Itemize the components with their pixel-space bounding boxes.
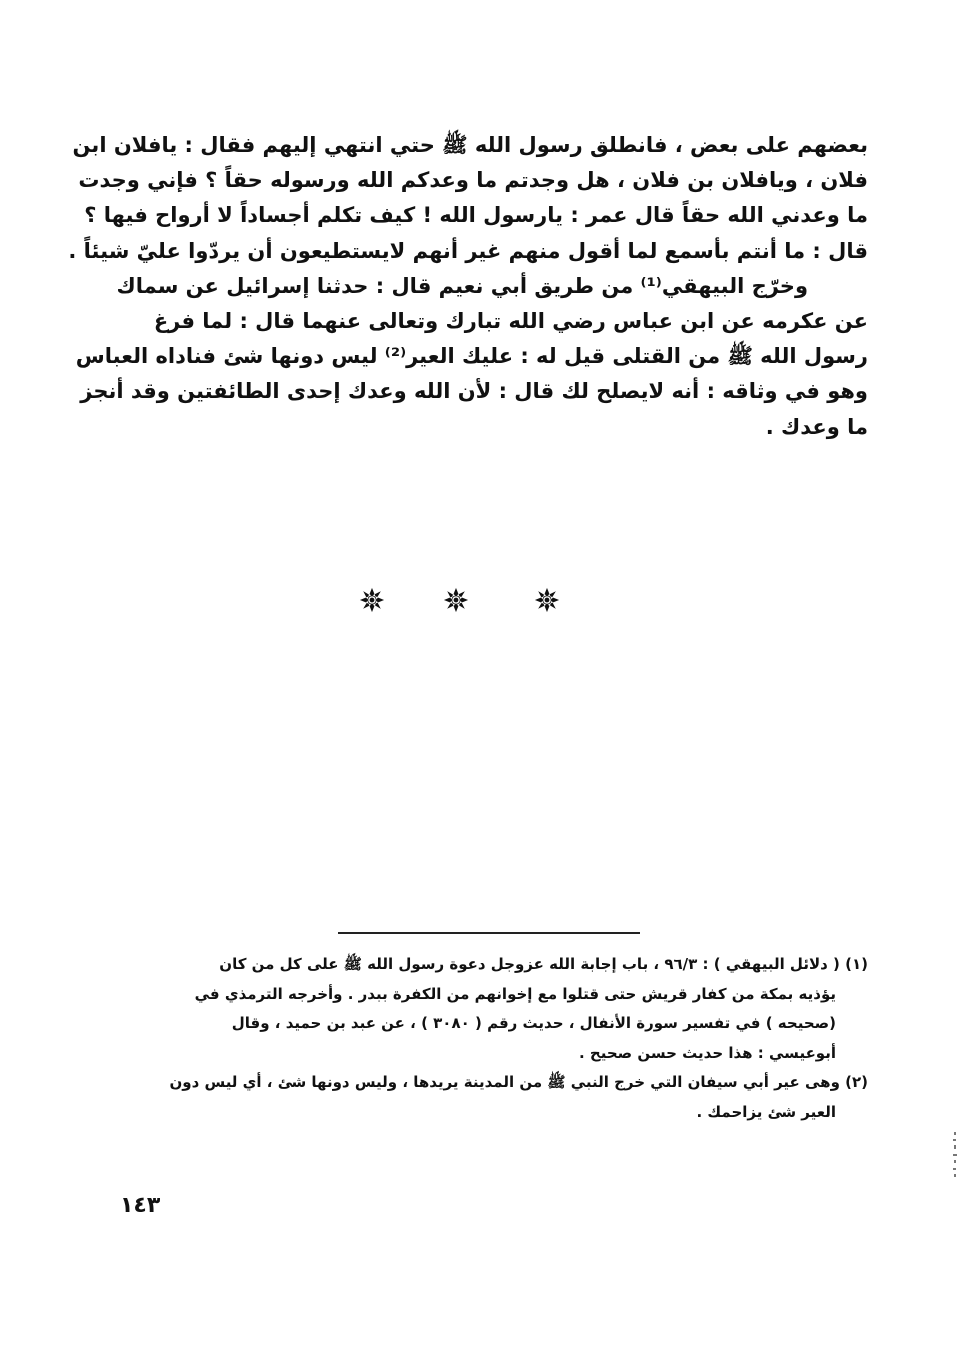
- rosette-ornament-icon: [535, 588, 559, 612]
- footnote-line: (صحيحه ) في تفسير سورة الأنفال ، حديث رقم ( ٣٠٨٠ ) ، عن عبد بن حميد ، وقال: [231, 1014, 836, 1032]
- body-line: عن عكرمه عن ابن عباس رضي الله تبارك وتعالى عنهما قال : لما فرغ: [153, 308, 868, 333]
- body-text: [68, 128, 868, 445]
- footnote-line: (١) ( دلائل البيهقي ) : ٩٦/٣ ، باب إجابة الله عزوجل دعوة رسول الله ﷺ على كل من كان: [219, 955, 868, 973]
- scan-margin-mark: [952, 1130, 958, 1180]
- page-number: ١٤٣: [120, 1193, 161, 1218]
- body-line: وهو في وثاقه : أنه لايصلح لك قال : لأن الله وعدك إحدى الطائفتين وقد أنجز: [80, 379, 868, 404]
- body-line: فلان ، ويافلان بن فلان ، هل وجدتم ما وعدكم الله ورسوله حقاً ؟ فإني وجدت: [78, 168, 868, 193]
- rosette-ornament-icon: [444, 588, 468, 612]
- footnote-separator: [338, 932, 640, 934]
- footnote-line: أبوعيسي : هذا حديث حسن صحيح .: [578, 1043, 836, 1062]
- body-line: وخرّج البيهقي⁽¹⁾ من طريق أبي نعيم قال : حدثنا إسرائيل عن سماك: [116, 273, 808, 298]
- body-line: قال : ما أنتم بأسمع لما أقول منهم غير أنهم لايستطيعون أن يردّوا عليّ شيئاً .: [68, 238, 868, 263]
- body-line: ما وعدني الله حقاً قال عمر : يارسول الله ! كيف تكلم أجساداً لا أرواح فيها ؟: [84, 203, 868, 228]
- body-line: رسول الله ﷺ من القتلى قيل له : عليك العير⁽²⁾ ليس دونها شئ فناداه العباس: [75, 344, 868, 369]
- body-line: ما وعدك .: [765, 414, 868, 439]
- footnote-line: يؤذيه بمكة من كفار قريش حتى قتلوا مع إخوانهم من الكفرة ببدر . وأخرجه الترمذي في: [194, 984, 836, 1003]
- footnote-line: العير شئ يزاحمك .: [696, 1102, 836, 1121]
- rosette-ornament-icon: [360, 588, 384, 612]
- footnote-line: (٢) وهى عير أبي سيفان التي خرج النبي ﷺ من المدينة يريدها ، وليس دونها شئ ، أي ليس دون: [169, 1073, 868, 1091]
- footnotes: [118, 950, 868, 1127]
- body-line: بعضهم على بعض ، فانطلق رسول الله ﷺ حتي انتهي إليهم فقال : يافلان ابن: [72, 133, 868, 157]
- section-divider-ornaments: [360, 588, 560, 614]
